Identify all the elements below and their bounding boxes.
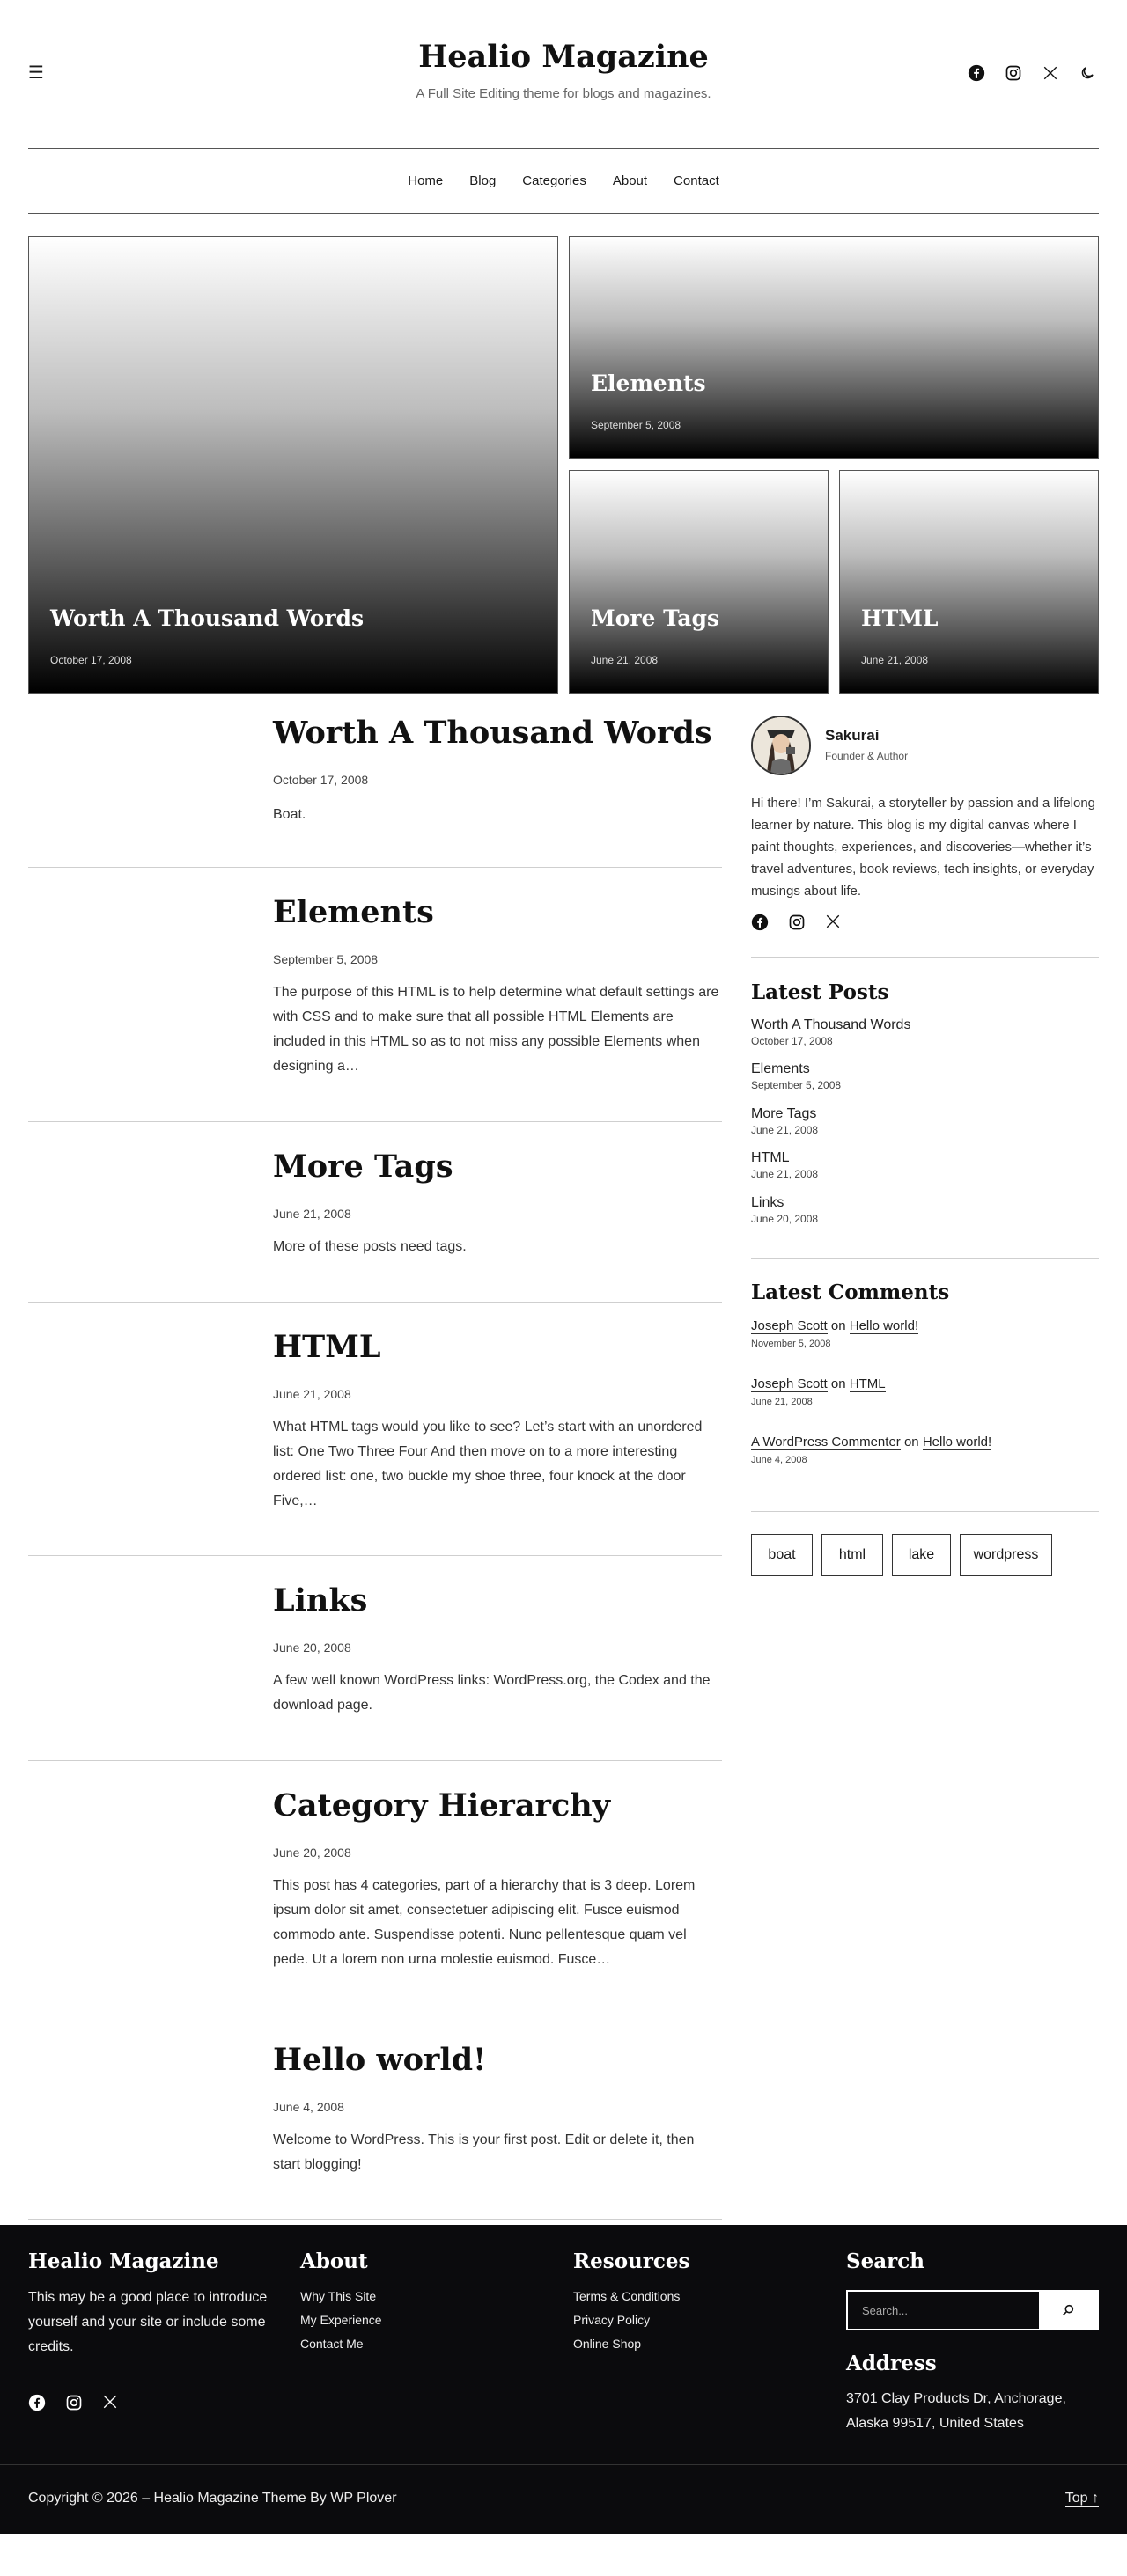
latest-comments-heading: Latest Comments — [751, 1281, 950, 1304]
comment-author-link[interactable]: A WordPress Commenter — [751, 1435, 901, 1449]
header-social-icons — [967, 63, 1097, 83]
post-item — [28, 1556, 722, 1761]
nav-about[interactable]: About — [612, 173, 648, 188]
post-date: June 21, 2008 — [273, 1207, 351, 1221]
site-footer — [0, 2225, 1127, 2534]
latest-post-date: June 21, 2008 — [751, 1168, 819, 1180]
instagram-icon[interactable] — [788, 914, 807, 933]
facebook-icon[interactable] — [751, 914, 770, 933]
post-excerpt: Welcome to WordPress. This is your first post. Edit or delete it, then start blogging! — [273, 2132, 695, 2172]
featured-card-date: June 21, 2008 — [591, 654, 659, 666]
avatar — [751, 716, 811, 775]
latest-post-date: October 17, 2008 — [751, 1035, 833, 1047]
latest-post-link[interactable]: HTML — [751, 1150, 790, 1165]
latest-comments-widget — [751, 1259, 1099, 1512]
tag-boat[interactable]: boat — [751, 1534, 813, 1576]
featured-grid — [28, 236, 1099, 694]
list-item — [751, 1150, 818, 1180]
footer-search-form — [846, 2290, 1099, 2330]
tag-lake[interactable]: lake — [892, 1534, 951, 1576]
comment-date: June 4, 2008 — [751, 1455, 807, 1465]
featured-card[interactable] — [839, 470, 1099, 694]
instagram-icon[interactable] — [65, 2394, 85, 2413]
footer-social-icons — [28, 2394, 122, 2413]
sidebar — [751, 694, 1099, 1591]
list-item — [751, 1376, 886, 1407]
post-list — [28, 694, 722, 2220]
post-item — [28, 694, 722, 868]
post-title[interactable]: Worth A Thousand Words — [273, 715, 712, 751]
latest-post-date: June 21, 2008 — [751, 1124, 819, 1136]
site-tagline: A Full Site Editing theme for blogs and magazines. — [416, 86, 711, 101]
moon-icon[interactable] — [1078, 63, 1097, 83]
x-icon[interactable] — [825, 914, 844, 933]
featured-card-title[interactable]: Worth A Thousand Words — [50, 605, 365, 631]
footer-divider — [0, 2464, 1127, 2465]
post-title[interactable]: Hello world! — [273, 2042, 487, 2078]
comment-author-link[interactable]: Joseph Scott — [751, 1376, 828, 1391]
footer-search-heading: Search — [846, 2249, 924, 2273]
footer-brand-heading: Healio Magazine — [28, 2249, 219, 2273]
footer-link[interactable]: Privacy Policy — [573, 2313, 651, 2327]
tag-wordpress[interactable]: wordpress — [960, 1534, 1052, 1576]
footer-address-heading: Address — [846, 2352, 937, 2375]
site-header — [0, 0, 1127, 148]
footer-brand-desc: This may be a good place to introduce yourself and your site or include some credits. — [28, 2290, 268, 2354]
latest-post-link[interactable]: More Tags — [751, 1106, 817, 1121]
comment-date: June 21, 2008 — [751, 1397, 813, 1407]
footer-address: 3701 Clay Products Dr, Anchorage, Alaska 99517, United States — [846, 2391, 1066, 2431]
post-date: September 5, 2008 — [273, 952, 379, 966]
post-title[interactable]: More Tags — [273, 1149, 453, 1185]
post-title[interactable]: HTML — [273, 1329, 381, 1365]
footer-resources-heading: Resources — [573, 2249, 690, 2273]
post-excerpt: This post has 4 categories, part of a hierarchy that is 3 deep. Lorem ipsum dolor sit amet, consectetuer adipiscing elit. Fusce euismod commodo ante. Suspendisse potenti. Nunc pellentesque quam vel pede. Ut a lorem non urna molestie euismod. Fusce… — [273, 1878, 696, 1967]
featured-card-title[interactable]: Elements — [591, 371, 706, 396]
post-date: October 17, 2008 — [273, 773, 369, 787]
footer-link[interactable]: Terms & Conditions — [573, 2289, 681, 2303]
post-title[interactable]: Links — [273, 1582, 368, 1618]
comment-post-link[interactable]: Hello world! — [922, 1435, 992, 1449]
featured-card[interactable] — [569, 236, 1099, 459]
latest-posts-heading: Latest Posts — [751, 980, 889, 1004]
post-date: June 20, 2008 — [273, 1846, 351, 1860]
footer-col-brand — [28, 2249, 284, 2359]
latest-post-link[interactable]: Links — [751, 1195, 784, 1210]
comment-date: November 5, 2008 — [751, 1339, 831, 1349]
comment-author-link[interactable]: Joseph Scott — [751, 1318, 828, 1333]
footer-link[interactable]: Online Shop — [573, 2337, 642, 2351]
post-date: June 20, 2008 — [273, 1640, 351, 1655]
instagram-icon[interactable] — [1004, 63, 1023, 83]
comment-connector: on — [830, 1318, 846, 1333]
author-social-icons — [751, 914, 844, 933]
latest-post-link[interactable]: Worth A Thousand Words — [751, 1017, 911, 1032]
comment-connector: on — [903, 1435, 919, 1449]
list-item — [751, 1435, 991, 1465]
tag-html[interactable]: html — [821, 1534, 883, 1576]
nav-divider — [28, 213, 1099, 214]
search-icon — [1061, 2303, 1075, 2317]
footer-col-search — [846, 2249, 924, 2273]
latest-post-date: June 20, 2008 — [751, 1213, 819, 1225]
list-item — [751, 1017, 910, 1047]
hamburger-icon[interactable]: ☰ — [28, 63, 44, 83]
comment-post-link[interactable]: HTML — [849, 1376, 886, 1391]
author-name: Sakurai — [825, 727, 880, 744]
back-to-top-link[interactable]: Top ↑ — [1064, 2491, 1099, 2506]
site-title[interactable]: Healio Magazine — [418, 39, 709, 75]
featured-card-title[interactable]: More Tags — [591, 605, 720, 631]
featured-card[interactable] — [569, 470, 829, 694]
tag-cloud — [751, 1512, 1099, 1591]
nav-contact[interactable]: Contact — [674, 173, 719, 188]
list-item — [751, 1061, 841, 1091]
post-item — [28, 868, 722, 1122]
footer-col-about — [300, 2249, 382, 2360]
nav-home[interactable]: Home — [408, 173, 444, 188]
author-role: Founder & Author — [825, 750, 909, 762]
latest-post-date: September 5, 2008 — [751, 1079, 842, 1091]
post-item — [28, 1761, 722, 2015]
featured-card[interactable] — [28, 236, 558, 694]
post-excerpt: The purpose of this HTML is to help determine what default settings are with CSS and to make sure that all possible HTML Elements are included in this HTML so as to not miss any possible Elements when designing a… — [273, 985, 719, 1074]
post-excerpt: A few well known WordPress links: WordPress.org, the Codex and the download page. — [273, 1673, 711, 1713]
list-item — [751, 1195, 818, 1225]
featured-card-date: June 21, 2008 — [861, 654, 929, 666]
featured-card-title[interactable]: HTML — [861, 605, 939, 631]
nav-categories[interactable]: Categories — [522, 173, 586, 188]
footer-col-resources — [573, 2249, 689, 2360]
post-item — [28, 1122, 722, 1303]
search-button[interactable] — [1039, 2292, 1097, 2329]
footer-about-heading: About — [300, 2249, 368, 2273]
x-icon[interactable] — [1041, 63, 1060, 83]
footer-link[interactable]: My Experience — [300, 2313, 382, 2327]
list-item — [751, 1318, 918, 1349]
copyright — [28, 2491, 397, 2506]
footer-link[interactable]: Why This Site — [300, 2289, 377, 2303]
comment-connector: on — [830, 1376, 846, 1391]
post-title[interactable]: Elements — [273, 894, 434, 930]
post-item — [28, 2015, 722, 2220]
latest-post-link[interactable]: Elements — [751, 1061, 810, 1076]
post-excerpt: What HTML tags would you like to see? Let’s start with an unordered list: One Two Three Four And then move on to a more interesting ordered list: one, two buckle my shoe three, four knock at the door Five,… — [273, 1420, 703, 1508]
copyright-text: Copyright © 2026 – Healio Magazine Theme By — [28, 2491, 331, 2506]
featured-card-date: October 17, 2008 — [50, 654, 132, 666]
featured-card-date: September 5, 2008 — [591, 419, 681, 431]
nav-blog[interactable]: Blog — [469, 173, 497, 188]
list-item — [751, 1106, 818, 1136]
x-icon[interactable] — [102, 2394, 122, 2413]
comment-post-link[interactable]: Hello world! — [849, 1318, 919, 1333]
author-bio: Hi there! I’m Sakurai, a storyteller by passion and a lifelong learner by nature. This blog is my digital canvas where I paint thoughts, experiences, and discoveries—whether it’s travel adventures, book reviews, tech insights, or everyday musings about life. — [751, 796, 1096, 899]
search-input[interactable] — [848, 2292, 1039, 2329]
post-item — [28, 1303, 722, 1556]
latest-posts-widget — [751, 958, 1099, 1259]
facebook-icon[interactable] — [28, 2394, 48, 2413]
post-date: June 4, 2008 — [273, 2100, 344, 2114]
author-box — [751, 694, 1099, 958]
footer-link[interactable]: Contact Me — [300, 2337, 364, 2351]
post-title[interactable]: Category Hierarchy — [273, 1787, 611, 1824]
post-excerpt: Boat. — [273, 807, 306, 822]
facebook-icon[interactable] — [967, 63, 986, 83]
main-navigation — [0, 149, 1127, 213]
post-date: June 21, 2008 — [273, 1387, 351, 1401]
copyright-link[interactable]: WP Plover — [330, 2491, 397, 2506]
main-content — [0, 694, 1127, 2225]
post-excerpt: More of these posts need tags. — [273, 1239, 467, 1254]
